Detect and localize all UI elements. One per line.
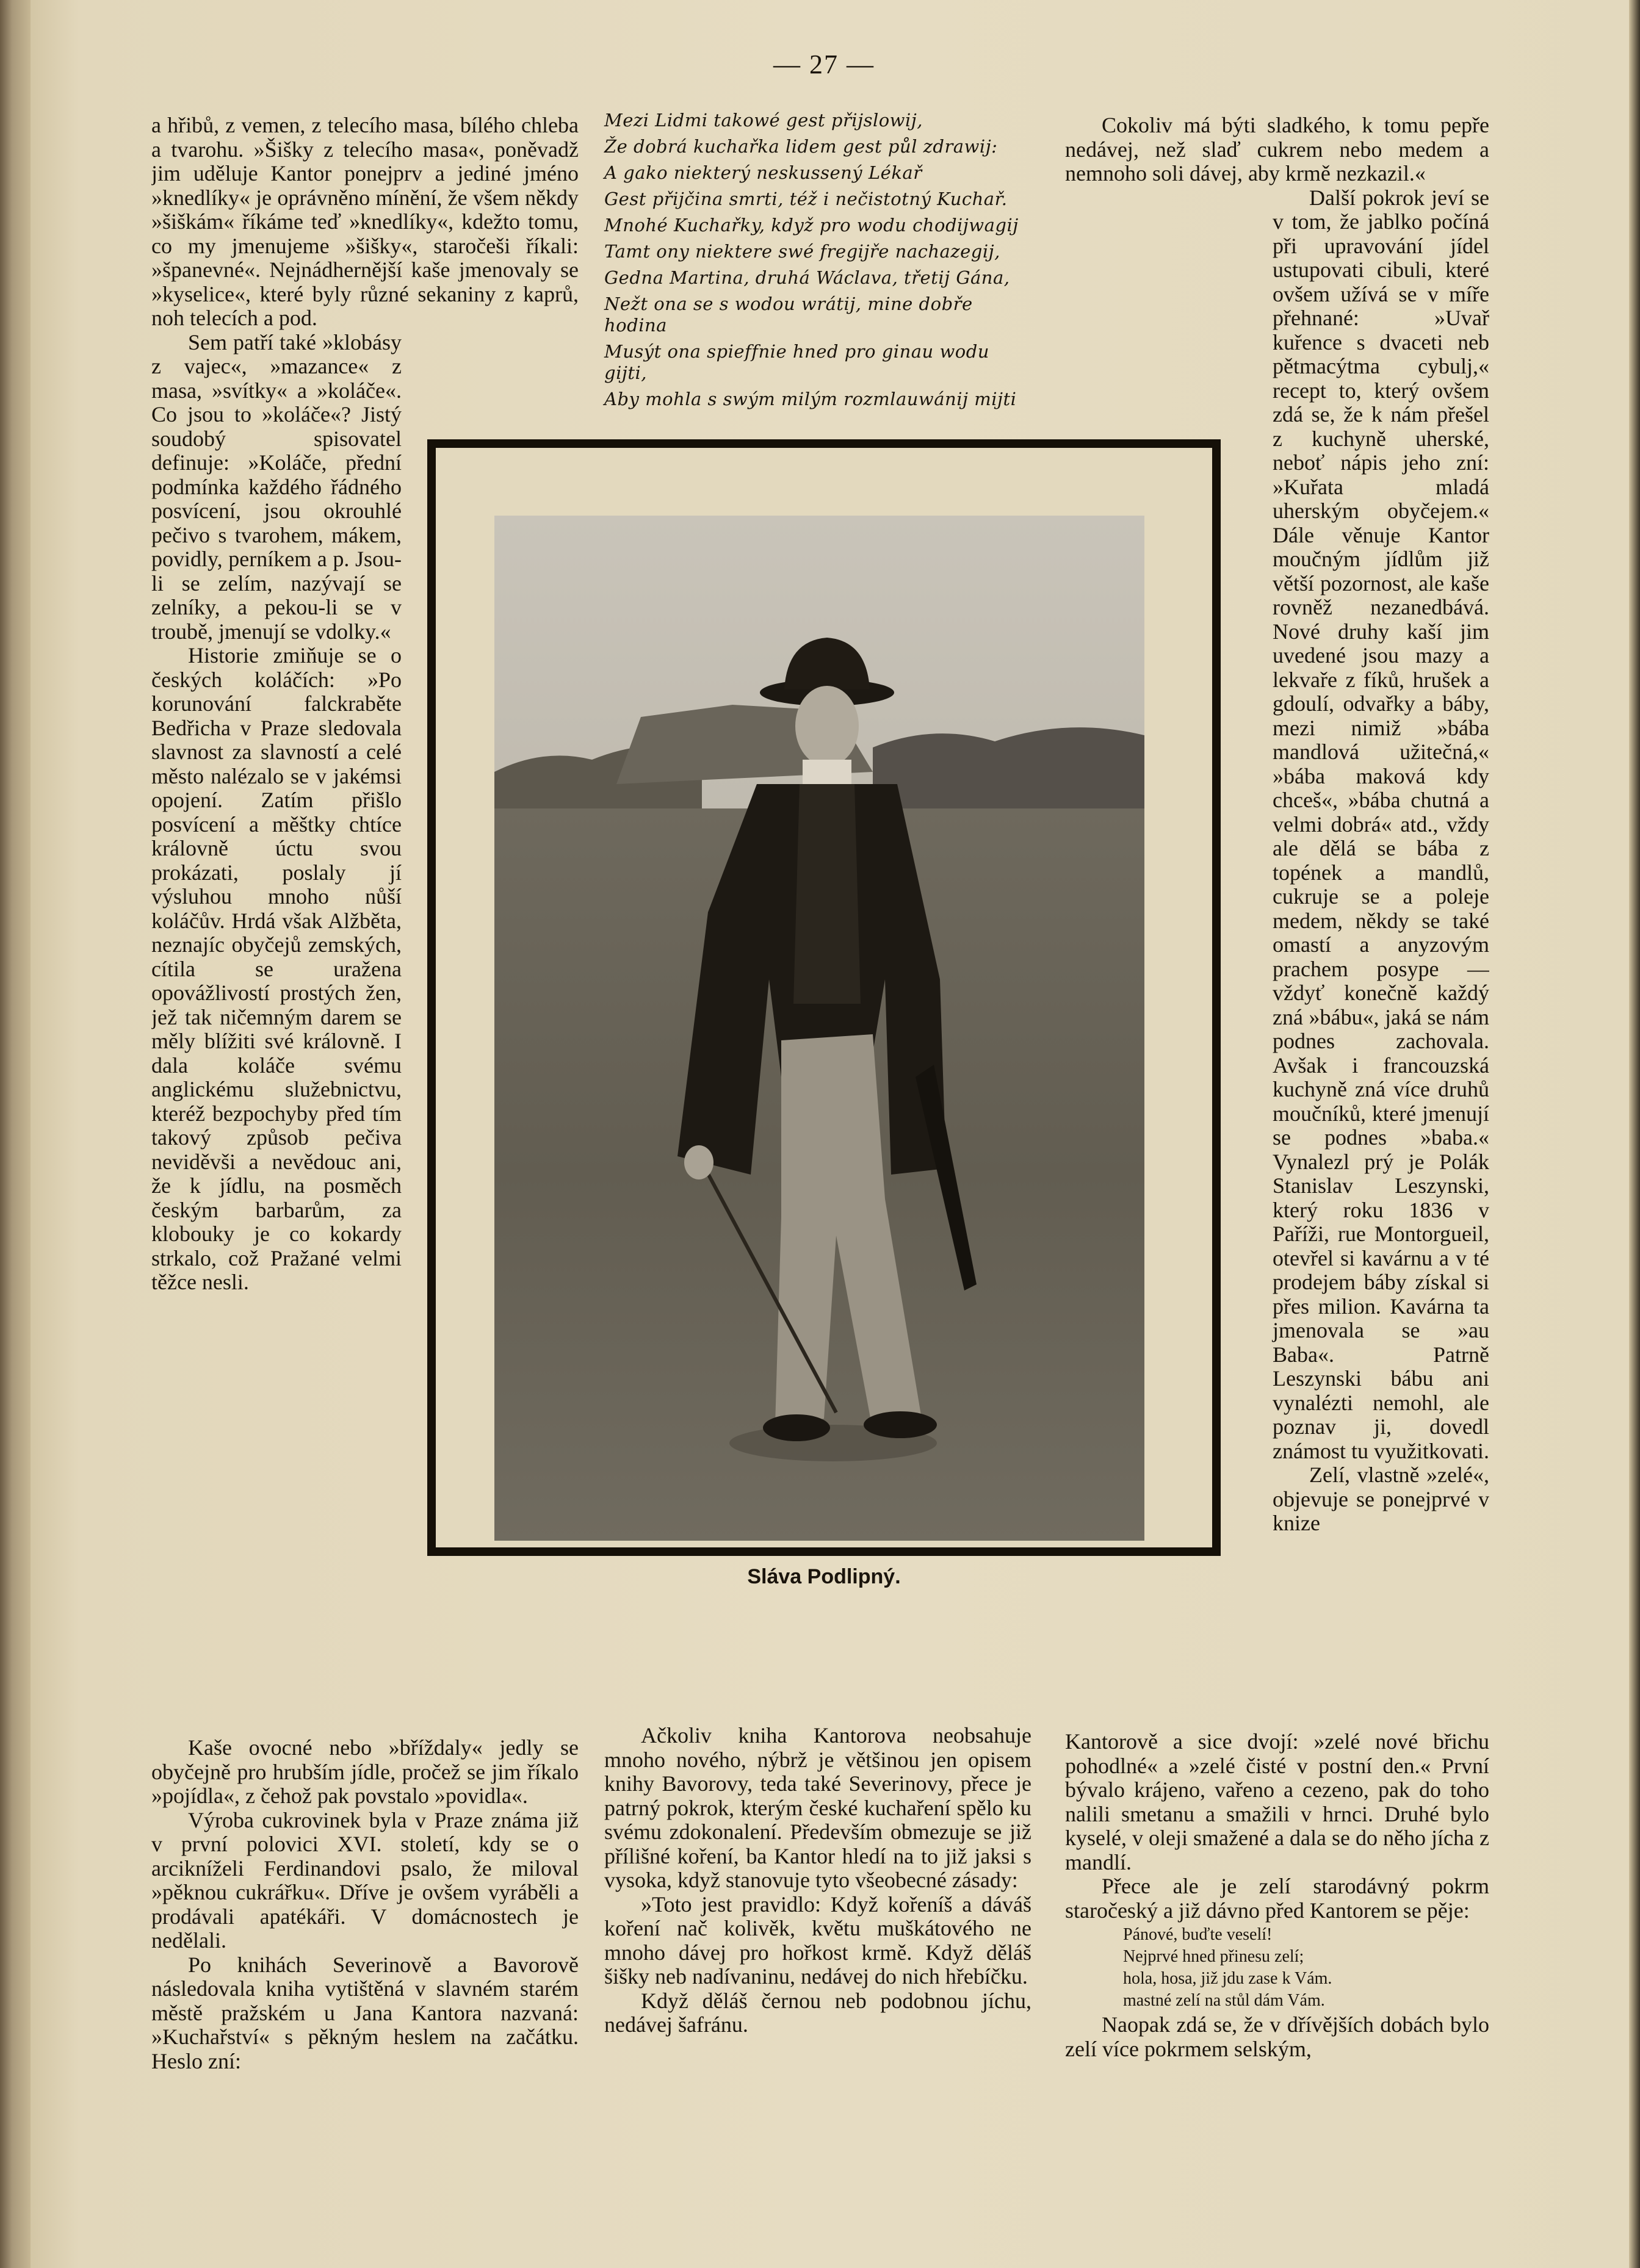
- column-left-bottom: [151, 1736, 579, 2248]
- paragraph: »Toto jest pravidlo: Když kořeníš a dáváš koření nač kolivěk, květu muškátového ne mnoho dávej pro hořkost krmě. Když děláš šišky neb nadívaninu, nedávej do nich hřebíčku.: [604, 1892, 1031, 1989]
- fraktur-poem: [604, 110, 1031, 415]
- book-binding: [0, 0, 31, 2268]
- page-edge: [1629, 0, 1640, 2268]
- column-right: [1065, 113, 1489, 1712]
- poem-line: Že dobrá kuchařka lidem gest půl zdrawij:: [604, 136, 998, 157]
- paragraph-text: Další pokrok jeví se v tom, že jablko počíná při upravování jídel ustupovati cibuli, které ovšem užívá se v míře přehnané: »Uvař kuřence s dvaceti neb pětmacýtma cybulj,« recept to, který ovšem zdá se, že k nám přešel z kuchyně uherské, neboť nápis jeho zní: »Kuřata mladá uherským obyčejem.« Dále věnuje Kantor moučným jídlům již větší pozornost, ale kaše rovněž nezanedbává. Nové druhy kaší jim uvedené jsou mazy a lekvaře z fíků, hrušek a gdoulí, odvařky a báby, mezi nimiž »bába mandlová užitečná,« »bába maková kdy chceš«, »bába chutná a velmi dobrá« atd., vždy ale dělá se bába z topének a mandlů, cukruje se a poleje medem, někdy se také omastí a anyzovým prachem posype — vždyť konečně každý zná »bábu«, jaká se nám podnes zachovala. Avšak i francouzská kuchyně zná více druhů moučníků, které jmenují se podnes »baba.« Vynalezl prý je Polák Stanislav Leszynski, který roku 1836 v Paříži, rue Montorgueil, otevřel si kavárnu a v té prodejem báby získal si přes milion. Kavárna ta jmenovala se »au Baba«. Patrně Leszynski bábu ani vynalézti nemohl, ale poznav ji, dovedl známost tu využitkovati.: [1273, 185, 1489, 1463]
- narrow-text: [151, 331, 402, 1295]
- paragraph: Ačkoliv kniha Kantorova neobsahuje mnoho nového, nýbrž je většinou jen opisem knihy Bavorovy, teda také Severinovy, přece je patrný pokrok, kterým české kuchaření spělo ku svému zdokonalení. Především obmezuje se již přílišné koření, ba Kantor hledí na to již jaksi s vysoka, když stanovuje tyto všeobecné zásady:: [604, 1724, 1031, 1892]
- paragraph: Kaše ovocné nebo »bříždaly« jedly se obyčejně pro hrubším jídle, pročež se jim říkalo »pojídla«, z čehož pak povstalo »povidla«.: [151, 1736, 579, 1808]
- page-number: — 27 —: [773, 49, 875, 79]
- czech-poem: [1123, 1924, 1489, 2012]
- poem-line: mastné zelí na stůl dám Vám.: [1123, 1991, 1325, 2010]
- column-middle-bottom: [604, 1724, 1031, 2236]
- photo-caption: Sláva Podlipný.: [747, 1565, 901, 1588]
- poem-line: Pánové, buďte veselí!: [1123, 1925, 1273, 1944]
- layout-spacer: [1065, 369, 1273, 1516]
- paragraph: Výroba cukrovinek byla v Praze známa již v první polovici XVI. století, kdy se o arcikníželi Ferdinandovi psalo, že miloval »pěknou cukrářku«. Dříve je ovšem vyráběli a prodávali apatékáři. V domácnostech je nedělali.: [151, 1807, 579, 1953]
- paragraph: Naopak zdá se, že v dřívějších dobách bylo zelí více pokrmem selským,: [1065, 2012, 1489, 2061]
- portrait-photo: [494, 516, 1144, 1541]
- poem-line: Gest přijčina smrti, též i nečistotný Kuchař.: [604, 189, 1008, 209]
- paragraph: Kantorově a sice dvojí: »zelé nové břichu pohodlné« a »zelé čisté v postní den.« První bývalo kráјeno, vařeno a cezeno, pak do toho nalili smetanu a smažili v hrnci. Druhé bylo kyselé, v oleji smažené a dala se do něho jícha z mandlí.: [1065, 1730, 1489, 1874]
- paragraph: Zelí, vlastně »zelé«, objevuje se ponejprvé v knize: [1273, 1463, 1489, 1535]
- portrait-illustration: [494, 516, 1144, 1541]
- paragraph: Sem patří také »klobásy z vajec«, »mazance« z masa, »svítky« a »koláče«. Co jsou to »koláče«? Jistý soudobý spisovatel definuje: »Koláče, přední podmínka každého řádného posvícení, jsou okrouhlé pečivo s tvarohem, mákem, povidly, perníkem a p. Jsou-li se zelím, nazývají se zelníky, a pekou-li se v troubě, jmenují se vdolky.«: [151, 329, 402, 644]
- poem-line: Mnohé Kuchařky, když pro wodu chodijwagij: [604, 215, 1019, 236]
- poem-line: Nežt ona se s wodou wrátij, mine dobře hodina: [604, 293, 973, 336]
- paragraph: Po knihách Severinově a Bavorově následovala kniha vytištěná v slavném starém městě pražském u Jana Kantora nazvaná: »Kuchařství« s pěkným heslem na začátku. Heslo zní:: [151, 1952, 579, 2073]
- poem-line: Musýt ona spieffnie hned pro ginau wodu gijti,: [604, 341, 989, 383]
- poem-line: Tamt ony niektere swé fregijře nachazegij,: [604, 241, 1000, 262]
- poem-line: Gedna Martina, druhá Wáclava, třetij Gána,: [604, 267, 1010, 288]
- paragraph: a hřibů, z vemen, z telecího masa, bílého chleba a tvarohu. »Šišky z telecího masa«, poněvadž jim uděluje Kantor ponejprv a jediné jméno »knedlíky« je oprávněno mínění, že všem někdy »šiškám« říkáme teď »knedlíky«, kdežto tomu, co my jmenujeme »šišky«, staročeši říkali: »španevné«. Nejnádhernější kaše jmenovaly se »kyselice«, které byly různé sekaniny z kaprů, noh telecích a pod.: [151, 113, 579, 330]
- column-right-bottom: [1065, 1730, 1489, 2242]
- paragraph: Když děláš černou neb podobnou jíchu, nedávej šafránu.: [604, 1988, 1031, 2037]
- poem-line: Nejprvé hned přinesu zelí;: [1123, 1947, 1304, 1966]
- poem-line: Mezi Lidmi takowé gest přijslowij,: [604, 110, 923, 131]
- poem-line: hola, hosa, již jdu zase k Vám.: [1123, 1969, 1332, 1988]
- paragraph: Přece ale je zelí starodávný pokrm staročeský a již dávno před Kantorem se pěje:: [1065, 1874, 1489, 1923]
- poem-line: Aby mohla s swým milým rozmlauwánij mijti: [604, 389, 1017, 409]
- paragraph: Cokoliv má býti sladkého, k tomu pepře nedávej, než slaď cukrem nebo medem a nemnoho soli dávej, aby krmě nezkazil.«: [1065, 113, 1489, 185]
- poem-line: A gako niekterý neskussený Lékař: [604, 162, 922, 183]
- paragraph: Historie zmiňuje se o českých koláčích: »Po korunování falckraběte Bedřicha v Praze sledovala slavnost za slavností a celé město nalézalo se v jakémsi opojení. Zatím přišlo posvícení a měštky chtíce královně úctu svou prokázati, poslaly jí výsluhou mnoho nůší koláčův. Hrdá však Alžběta, neznajíc obyčejů zemských, cítila se uražena opovážlivostí prostých žen, jež tak ničemným darem se měly blížiti své královně. I dala koláče svému anglickému služebnictvu, kteréž bezpochyby před tím takový způsob pečiva neviděvši a nevědouc ani, že k jídlu, na posměch českým barbarům, za klobouky je co kokardy strkalo, což Pražané velmi těžce nesli.: [151, 643, 402, 1294]
